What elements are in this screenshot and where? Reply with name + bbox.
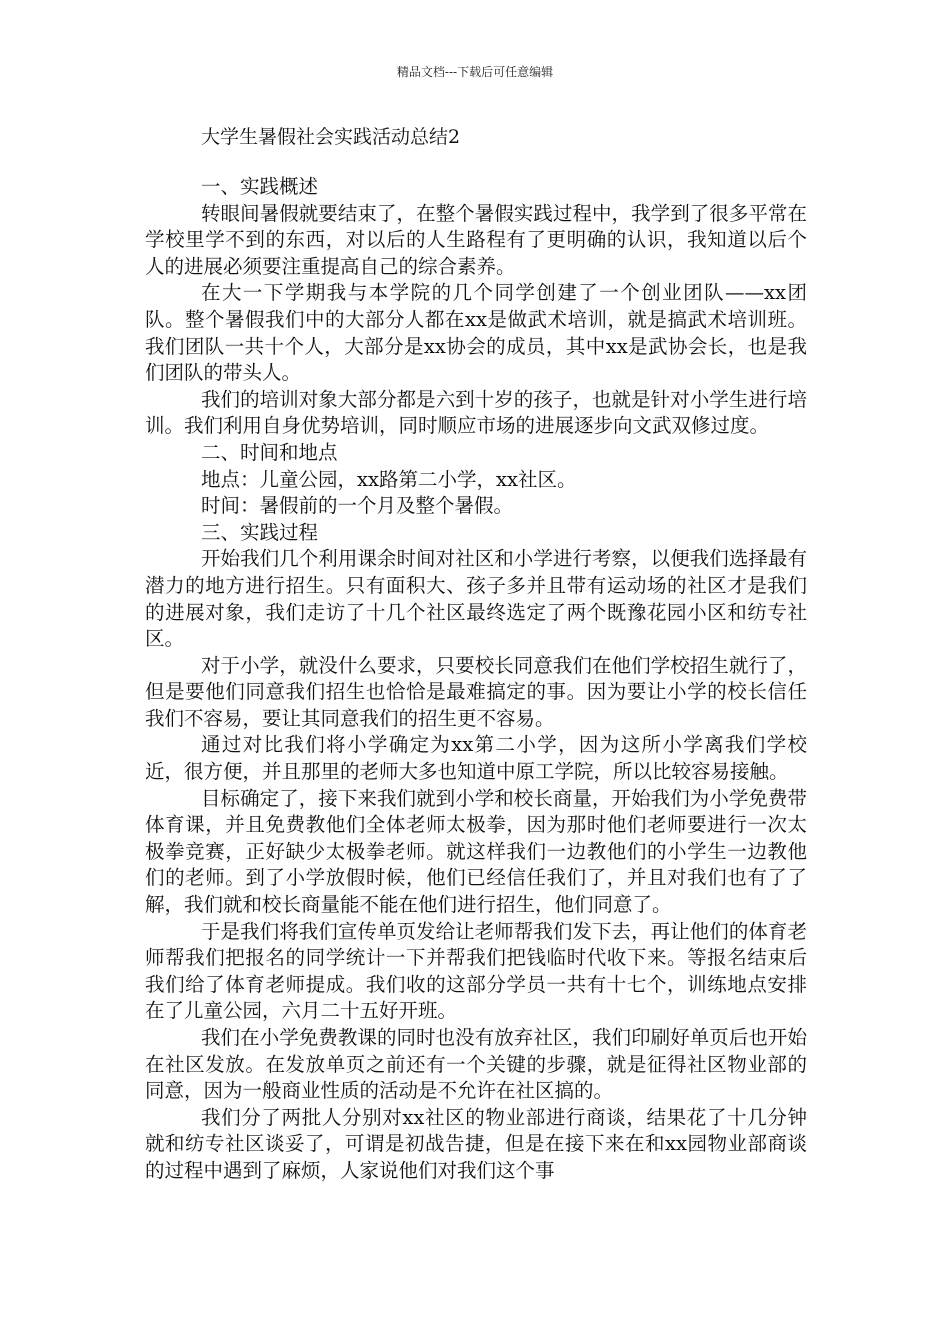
paragraph: 我们的培训对象大部分都是六到十岁的孩子，也就是针对小学生进行培训。我们利用自身优势培训，同时顺应市场的进展逐步向文武双修过度。 [145, 387, 807, 438]
section-heading: 二、时间和地点 [201, 440, 338, 464]
page-header: 精品文档---下载后可任意编辑 [396, 65, 554, 79]
section-heading: 时间：暑假前的一个月及整个暑假。 [201, 494, 514, 518]
document-blocks [145, 174, 807, 1185]
paragraph: 通过对比我们将小学确定为xx第二小学，因为这所小学离我们学校近，很方便，并且那里的老师大多也知道中原工学院，所以比较容易接触。 [145, 733, 807, 784]
paragraph: 目标确定了，接下来我们就到小学和校长商量，开始我们为小学免费带体育课，并且免费教他们全体老师太极拳，因为那时他们老师要进行一次太极拳竞赛，正好缺少太极拳老师。就这样我们一边教他们的小学生一边教他们的老师。到了小学放假时候，他们已经信任我们了，并且对我们也有了了解，我们就和校长商量能不能在他们进行招生，他们同意了。 [145, 786, 807, 917]
paragraph: 于是我们将我们宣传单页发给让老师帮我们发下去，再让他们的体育老师帮我们把报名的同学统计一下并帮我们把钱临时代收下来。等报名结束后我们给了体育老师提成。我们收的这部分学员一共有十七个，训练地点安排在了儿童公园，六月二十五好开班。 [145, 919, 807, 1023]
section-heading: 地点：儿童公园，xx路第二小学，xx社区。 [201, 467, 577, 491]
document-title: 大学生暑假社会实践活动总结2 [201, 126, 461, 148]
section-heading: 三、实践过程 [201, 520, 319, 544]
paragraph: 在大一下学期我与本学院的几个同学创建了一个创业团队——xx团队。整个暑假我们中的大部分人都在xx是做武术培训，就是搞武术培训班。我们团队一共十个人，大部分是xx协会的成员，其中xx是武协会长，也是我们团队的带头人。 [145, 281, 807, 385]
document-body [145, 124, 807, 1185]
paragraph: 我们在小学免费教课的同时也没有放弃社区，我们印刷好单页后也开始在社区发放。在发放单页之前还有一个关键的步骤，就是征得社区物业部的同意，因为一般商业性质的活动是不允许在社区搞的。 [145, 1026, 807, 1103]
paragraph: 对于小学，就没什么要求，只要校长同意我们在他们学校招生就行了，但是要他们同意我们招生也恰恰是最难搞定的事。因为要让小学的校长信任我们不容易，要让其同意我们的招生更不容易。 [145, 653, 807, 730]
paragraph: 转眼间暑假就要结束了，在整个暑假实践过程中，我学到了很多平常在学校里学不到的东西，对以后的人生路程有了更明确的认识，我知道以后个人的进展必须要注重提高自己的综合素养。 [145, 201, 807, 278]
section-heading: 一、实践概述 [201, 175, 319, 198]
paragraph: 开始我们几个利用课余时间对社区和小学进行考察，以便我们选择最有潜力的地方进行招生。只有面积大、孩子多并且带有运动场的社区才是我们的进展对象，我们走访了十几个社区最终选定了两个既豫花园小区和纺专社区。 [145, 547, 807, 651]
paragraph: 我们分了两批人分别对xx社区的物业部进行商谈，结果花了十几分钟就和纺专社区谈妥了，可谓是初战告捷，但是在接下来在和xx园物业部商谈的过程中遇到了麻烦，人家说他们对我们这个事 [145, 1105, 807, 1182]
